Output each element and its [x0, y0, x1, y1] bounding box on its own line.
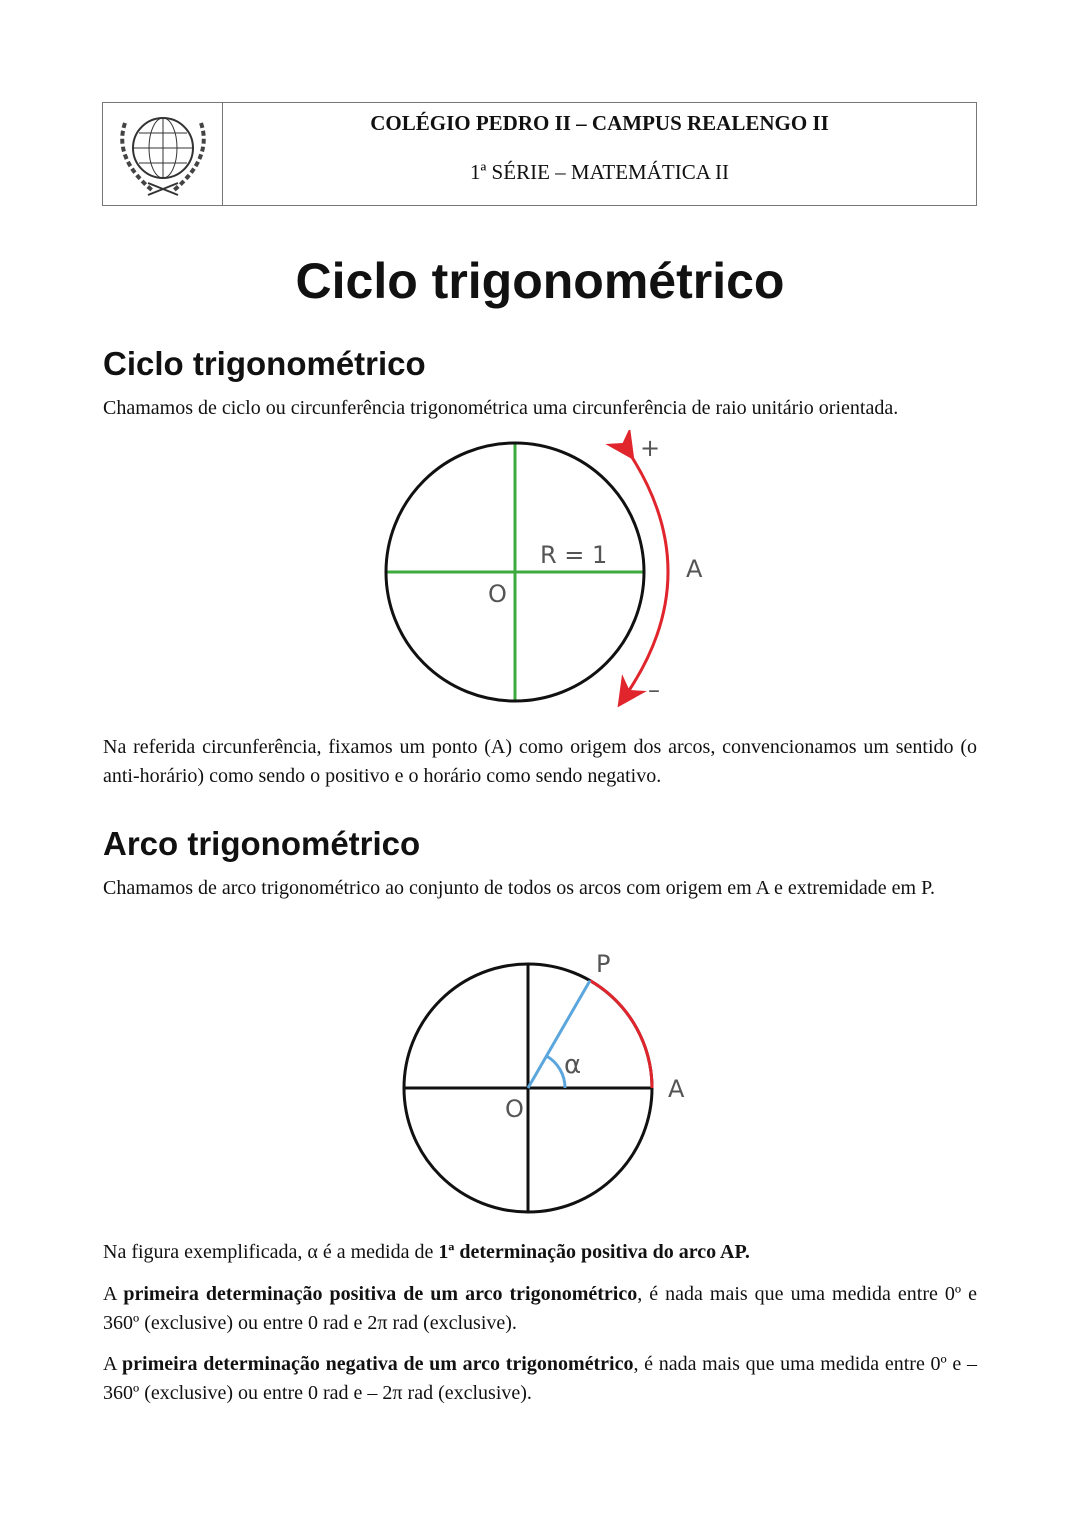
bold-text: primeira determinação negativa de um arco trigonométrico [122, 1353, 634, 1375]
angle-mark [547, 1056, 566, 1088]
school-logo [103, 103, 223, 205]
unit-circle-figure [370, 430, 730, 715]
section-heading-ciclo: Ciclo trigonométrico [103, 345, 426, 382]
page-title: Ciclo trigonométrico [295, 253, 785, 309]
paragraph [103, 1238, 977, 1267]
center-label: O [505, 1095, 524, 1123]
minus-label: – [648, 676, 660, 704]
subject-name: 1ª SÉRIE – MATEMÁTICA II [470, 160, 729, 184]
globe-wreath-icon [103, 103, 222, 205]
radius-label: R = 1 [540, 541, 608, 569]
origin-label: A [668, 1075, 685, 1103]
text: A [103, 1353, 123, 1375]
text: Na figura exemplificada, α é a medida de [103, 1241, 439, 1263]
paragraph [103, 1350, 977, 1408]
alpha-label: α [564, 1050, 582, 1080]
origin-label: A [686, 555, 703, 583]
paragraph [103, 1280, 977, 1338]
text: , é nada mais que uma medida entre 0º e 360º (exclusive) ou entre 0 rad e 2π rad (exclusive). [103, 1283, 977, 1334]
arc-figure [390, 945, 710, 1225]
p-label: P [596, 950, 611, 978]
paragraph: Chamamos de arco trigonométrico ao conjunto de todos os arcos com origem em A e extremidade em P. [103, 877, 936, 899]
text: , é nada mais que uma medida entre 0º e – 360º (exclusive) ou entre 0 rad e – 2π rad (exclusive). [103, 1353, 977, 1404]
paragraph: Na referida circunferência, fixamos um ponto (A) como origem dos arcos, convencionamos um sentido (o anti-horário) como sendo o positivo e o horário como sendo negativo. [103, 736, 977, 787]
header-box [102, 102, 977, 206]
section-heading-arco: Arco trigonométrico [103, 825, 421, 862]
school-name: COLÉGIO PEDRO II – CAMPUS REALENGO II [370, 111, 829, 135]
bold-text: 1ª determinação positiva do arco AP. [438, 1241, 750, 1263]
center-label: O [488, 580, 507, 608]
plus-label: + [640, 434, 661, 462]
arc-ap [590, 981, 652, 1088]
paragraph: Chamamos de ciclo ou circunferência trigonométrica uma circunferência de raio unitário orientada. [103, 397, 899, 419]
bold-text: primeira determinação positiva de um arco trigonométrico [123, 1283, 638, 1305]
text: A [103, 1283, 124, 1305]
